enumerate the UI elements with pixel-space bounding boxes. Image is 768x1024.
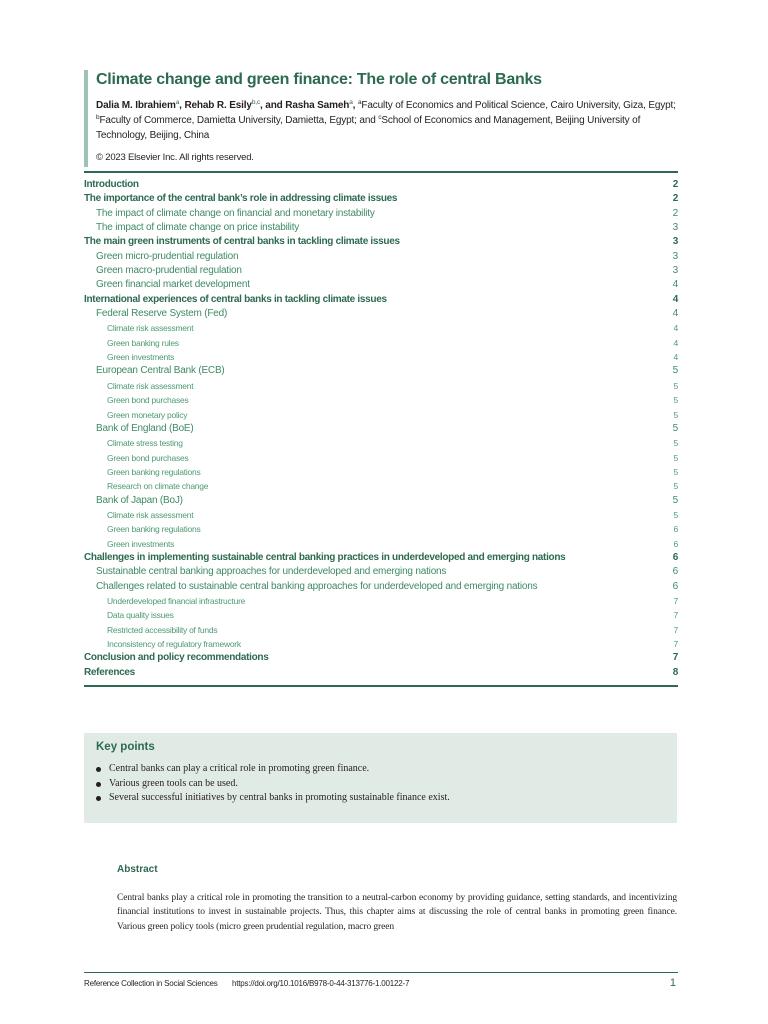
toc-entry-page[interactable]: 5 xyxy=(673,395,678,406)
toc-entry-page[interactable]: 7 xyxy=(673,624,678,635)
toc-entry[interactable] xyxy=(84,293,678,307)
toc-entry[interactable] xyxy=(84,465,678,479)
toc-entry[interactable] xyxy=(84,551,678,565)
toc-entry-title[interactable]: Federal Reserve System (Fed) xyxy=(96,308,228,320)
toc-entry[interactable] xyxy=(84,192,678,206)
affiliation-marker[interactable]: b,c xyxy=(251,99,261,106)
toc-entry-title[interactable]: Green financial market development xyxy=(96,279,250,291)
toc-entry[interactable] xyxy=(84,608,678,622)
toc-entry-title[interactable]: Climate risk assessment xyxy=(107,509,194,520)
toc-entry[interactable] xyxy=(84,307,678,321)
toc-entry-title[interactable]: Bank of Japan (BoJ) xyxy=(96,494,183,506)
toc-entry-page[interactable]: 5 xyxy=(673,466,678,477)
toc-entry[interactable] xyxy=(84,379,678,393)
toc-entry-page[interactable]: 5 xyxy=(672,422,678,434)
affiliation-key: c xyxy=(378,114,382,121)
abstract-title: Abstract xyxy=(117,864,158,875)
toc-entry-title[interactable]: Underdeveloped financial infrastructure xyxy=(107,595,246,606)
author-name: Dalia M. Ibrahiem xyxy=(96,100,176,111)
toc-entry-page[interactable]: 5 xyxy=(673,438,678,449)
toc-entry[interactable] xyxy=(84,522,678,536)
toc-entry-title[interactable]: Research on climate change xyxy=(107,481,209,492)
toc-entry-page[interactable]: 6 xyxy=(673,538,678,549)
author-name: Rehab R. Esily xyxy=(184,100,252,111)
toc-entry-title[interactable]: Inconsistency of regulatory framework xyxy=(107,639,241,649)
toc-entry-page[interactable]: 4 xyxy=(672,279,678,291)
toc-entry-title[interactable]: Green bond purchases xyxy=(107,395,189,406)
toc-entry-page[interactable]: 4 xyxy=(672,308,678,320)
toc-entry-title[interactable]: International experiences of central banks in tackling climate issues xyxy=(84,293,387,305)
toc-entry[interactable] xyxy=(84,479,678,493)
toc-entry-page[interactable]: 6 xyxy=(672,551,678,563)
bullet-icon xyxy=(96,782,101,787)
toc-entry-title[interactable]: Restricted accessibility of funds xyxy=(107,624,218,635)
toc-entry-title[interactable]: Bank of England (BoE) xyxy=(96,422,194,434)
toc-entry[interactable] xyxy=(84,350,678,364)
toc-entry-page[interactable]: 8 xyxy=(672,666,678,678)
abstract-text: Central banks play a critical role in promoting the transition to a neutral-carbon economy by providing guidance, setting standards, and incentivizing financial institutions to invest in sustainable projects. Thus, this chapter aims at discussing the role of central banks in promoting green finance. Various green policy tools (micro green prudential regulation, macro green xyxy=(117,893,677,932)
author-separator: , and xyxy=(260,100,286,111)
toc-entry[interactable] xyxy=(84,422,678,436)
toc-entry-title[interactable]: Green monetary policy xyxy=(107,409,188,420)
key-points-box xyxy=(84,733,677,823)
toc-entry[interactable] xyxy=(84,393,678,407)
toc-entry[interactable] xyxy=(84,364,678,378)
toc-entry-page[interactable]: 5 xyxy=(673,409,678,420)
toc-entry[interactable] xyxy=(84,623,678,637)
key-point-item xyxy=(96,762,450,777)
toc-entry-page[interactable]: 7 xyxy=(673,610,678,621)
toc-entry-title[interactable]: Challenges in implementing sustainable central banking practices in underdeveloped and emerging nations xyxy=(84,551,566,563)
author-separator: , xyxy=(352,100,358,111)
footer-collection: Reference Collection in Social Sciences xyxy=(84,979,218,988)
toc-entry-title[interactable]: References xyxy=(84,666,135,678)
toc-entry[interactable] xyxy=(84,494,678,508)
toc-entry-title[interactable]: The main green instruments of central banks in tackling climate issues xyxy=(84,236,400,248)
toc-entry-page[interactable]: 7 xyxy=(673,595,678,606)
toc-entry-title[interactable]: Climate risk assessment xyxy=(107,323,194,334)
toc-entry-page[interactable]: 6 xyxy=(672,580,678,592)
toc-entry[interactable] xyxy=(84,235,678,249)
toc-entry-page[interactable]: 5 xyxy=(672,365,678,377)
toc-entry-page[interactable]: 6 xyxy=(673,524,678,535)
toc-entry-title[interactable]: Green banking regulations xyxy=(107,466,201,477)
toc-entry-page[interactable]: 7 xyxy=(672,652,678,664)
toc-entry-title[interactable]: Green micro-prudential regulation xyxy=(96,250,239,262)
toc-entry-title[interactable]: Conclusion and policy recommendations xyxy=(84,652,269,664)
toc-entry[interactable] xyxy=(84,580,678,594)
toc-entry-title[interactable]: Green banking regulations xyxy=(107,524,201,535)
toc-entry[interactable] xyxy=(84,264,678,278)
author-affiliations xyxy=(96,98,678,143)
toc-entry[interactable] xyxy=(84,278,678,292)
footer-rule xyxy=(84,972,678,973)
toc-entry-page[interactable]: 2 xyxy=(672,193,678,205)
toc-entry-title[interactable]: Sustainable central banking approaches for underdeveloped and emerging nations xyxy=(96,566,447,578)
toc-entry-page[interactable]: 6 xyxy=(672,566,678,578)
toc-entry-title[interactable]: Challenges related to sustainable central banking approaches for underdeveloped and emerging nations xyxy=(96,580,538,592)
toc-entry[interactable] xyxy=(84,651,678,665)
bullet-icon xyxy=(96,796,101,801)
toc-entry-page[interactable]: 5 xyxy=(673,452,678,463)
affiliation-key: a xyxy=(357,99,362,106)
toc-entry[interactable] xyxy=(84,666,678,680)
toc-entry-title[interactable]: Green bond purchases xyxy=(107,452,189,463)
toc-entry-page[interactable]: 4 xyxy=(673,323,678,334)
copyright-notice: © 2023 Elsevier Inc. All rights reserved. xyxy=(96,152,254,163)
toc-entry-title[interactable]: The impact of climate change on price instability xyxy=(96,222,300,234)
footer-doi-link[interactable]: https://doi.org/10.1016/B978-0-44-313776-1.00122-7 xyxy=(232,979,410,988)
toc-entry[interactable] xyxy=(84,436,678,450)
toc-entry-title[interactable]: European Central Bank (ECB) xyxy=(96,365,225,377)
author-separator: , xyxy=(179,100,185,111)
author-name: Rasha Sameh xyxy=(285,100,350,111)
toc-entry[interactable] xyxy=(84,451,678,465)
toc-entry[interactable] xyxy=(84,250,678,264)
key-point-item xyxy=(96,791,450,806)
page-number: 1 xyxy=(669,977,676,989)
toc-entry-title[interactable]: Green investments xyxy=(107,352,175,363)
toc-entry[interactable] xyxy=(84,221,678,235)
toc-entry-page[interactable]: 5 xyxy=(672,494,678,506)
key-points-list xyxy=(96,762,450,806)
toc-entry[interactable] xyxy=(84,637,678,651)
toc-entry-page[interactable]: 5 xyxy=(673,481,678,492)
affiliation-marker[interactable]: a xyxy=(349,99,353,106)
toc-entry[interactable] xyxy=(84,537,678,551)
toc-top-rule xyxy=(84,171,678,173)
affiliation-marker[interactable]: a xyxy=(175,99,180,106)
toc-entry-page[interactable]: 7 xyxy=(673,639,678,649)
toc-entry-page[interactable]: 5 xyxy=(673,509,678,520)
toc-entry-page[interactable]: 3 xyxy=(672,250,678,262)
toc-entry-page[interactable]: 4 xyxy=(672,293,678,305)
toc-entry-title[interactable]: The impact of climate change on financial and monetary instability xyxy=(96,207,375,219)
affiliation-text: School of Economics and Management, Beijing University of Technology, Beijing, China xyxy=(96,115,641,141)
toc-entry[interactable] xyxy=(84,594,678,608)
key-point-text: Several successful initiatives by central banks in promoting sustainable finance exist. xyxy=(109,792,450,803)
bullet-icon xyxy=(96,767,101,772)
toc-entry[interactable] xyxy=(84,565,678,579)
key-point-text: Central banks can play a critical role in promoting green finance. xyxy=(109,763,370,774)
affiliation-text: Faculty of Economics and Political Science, Cairo University, Giza, Egypt; xyxy=(361,100,676,111)
toc-entry[interactable] xyxy=(84,336,678,350)
toc-entry-title[interactable]: Green macro-prudential regulation xyxy=(96,265,242,277)
toc-entry[interactable] xyxy=(84,508,678,522)
toc-entry[interactable] xyxy=(84,207,678,221)
header-accent-bar xyxy=(84,70,88,167)
affiliation-text: Faculty of Commerce, Damietta University, Damietta, Egypt; and xyxy=(99,115,379,126)
toc-entry-title[interactable]: The importance of the central bank’s role in addressing climate issues xyxy=(84,193,398,205)
toc-entry-page[interactable]: 3 xyxy=(672,265,678,277)
key-point-text: Various green tools can be used. xyxy=(109,777,238,789)
toc-entry-page[interactable]: 5 xyxy=(673,380,678,391)
toc-entry[interactable] xyxy=(84,408,678,422)
toc-entry-page[interactable]: 4 xyxy=(673,337,678,348)
chapter-title: Climate change and green finance: The role of central Banks xyxy=(96,71,542,88)
affiliation-key: b xyxy=(96,114,100,121)
toc-entry[interactable] xyxy=(84,178,678,192)
table-of-contents xyxy=(84,178,678,680)
toc-entry-title[interactable]: Green investments xyxy=(107,538,175,549)
toc-entry-page[interactable]: 2 xyxy=(672,207,678,219)
toc-entry[interactable] xyxy=(84,321,678,335)
toc-entry-page[interactable]: 3 xyxy=(672,236,678,248)
toc-bottom-rule xyxy=(84,685,678,687)
toc-entry-title[interactable]: Climate risk assessment xyxy=(107,380,194,391)
toc-entry-title[interactable]: Climate stress testing xyxy=(107,438,183,449)
key-points-title: Key points xyxy=(96,741,155,753)
toc-entry-page[interactable]: 3 xyxy=(672,222,678,234)
toc-entry-title[interactable]: Green banking rules xyxy=(107,337,179,348)
toc-entry-title[interactable]: Data quality issues xyxy=(107,610,174,621)
toc-entry-title[interactable]: Introduction xyxy=(84,179,139,190)
toc-entry-page[interactable]: 4 xyxy=(673,352,678,363)
toc-entry-page[interactable]: 2 xyxy=(672,179,678,190)
key-point-item xyxy=(96,777,450,792)
